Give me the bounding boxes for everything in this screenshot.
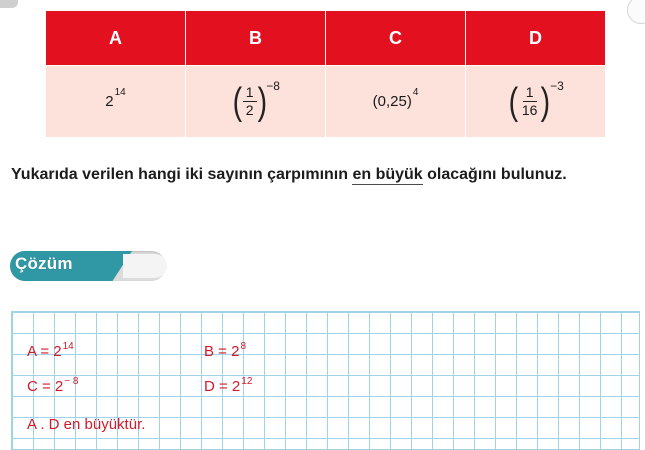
question-text [11, 156, 645, 193]
question-after: olacağını bulunuz. [422, 166, 567, 183]
cell-a [46, 66, 186, 138]
answer-a-lhs: A = 2 [27, 343, 62, 360]
table-value-row [46, 66, 606, 138]
answer-c-lhs: C = 2 [27, 378, 64, 395]
table-header-row [46, 11, 606, 66]
numerator-d: 1 [523, 85, 537, 102]
right-paren: ) [257, 80, 267, 123]
answer-c [27, 378, 78, 395]
cell-b [186, 66, 326, 138]
power-expression-c [372, 87, 419, 110]
denominator-b: 2 [245, 102, 254, 118]
options-table [45, 10, 606, 138]
denominator-d: 16 [521, 102, 538, 118]
answer-d [204, 378, 252, 395]
solution-label: Çözüm [15, 254, 73, 273]
left-paren: ( [232, 80, 243, 123]
question-before: Yukarıda verilen hangi iki sayının çarpımının [11, 166, 353, 183]
fraction-power-b [231, 78, 280, 123]
answer-conclusion: A . D en büyüktür. [27, 416, 146, 433]
question-emphasis: en büyük [352, 166, 423, 183]
header-a: A [46, 11, 186, 66]
answer-a [27, 343, 74, 360]
right-paren: ) [541, 80, 551, 123]
exponent-b: −8 [266, 78, 280, 93]
answer-b-lhs: B = 2 [204, 343, 240, 360]
base-c: (0,25) [372, 93, 412, 110]
badge-tail [123, 254, 167, 278]
left-paren: ( [508, 80, 519, 123]
answer-a-exp: 14 [62, 341, 74, 352]
exponent-d: −3 [550, 78, 564, 93]
answer-c-exp: − 8 [64, 376, 79, 387]
cell-c [326, 66, 466, 138]
numerator-b: 1 [243, 85, 257, 102]
header-d: D [466, 11, 606, 66]
fraction-d [519, 85, 541, 119]
solution-grid [11, 311, 640, 450]
answer-d-lhs: D = 2 [204, 378, 241, 395]
page-curl [627, 0, 645, 24]
answer-d-exp: 12 [241, 376, 253, 387]
exponent-c: 4 [412, 87, 419, 98]
solution-badge [10, 251, 166, 281]
fraction-b [243, 85, 257, 119]
header-c: C [326, 11, 466, 66]
base-a: 2 [105, 93, 114, 110]
answer-b-exp: 8 [240, 341, 247, 352]
header-b: B [186, 11, 326, 66]
fraction-power-d [507, 78, 564, 123]
exponent-a: 14 [114, 87, 126, 98]
answer-b [204, 343, 246, 360]
power-expression-a [105, 87, 126, 110]
page-corner [0, 0, 18, 8]
cell-d [466, 66, 606, 138]
